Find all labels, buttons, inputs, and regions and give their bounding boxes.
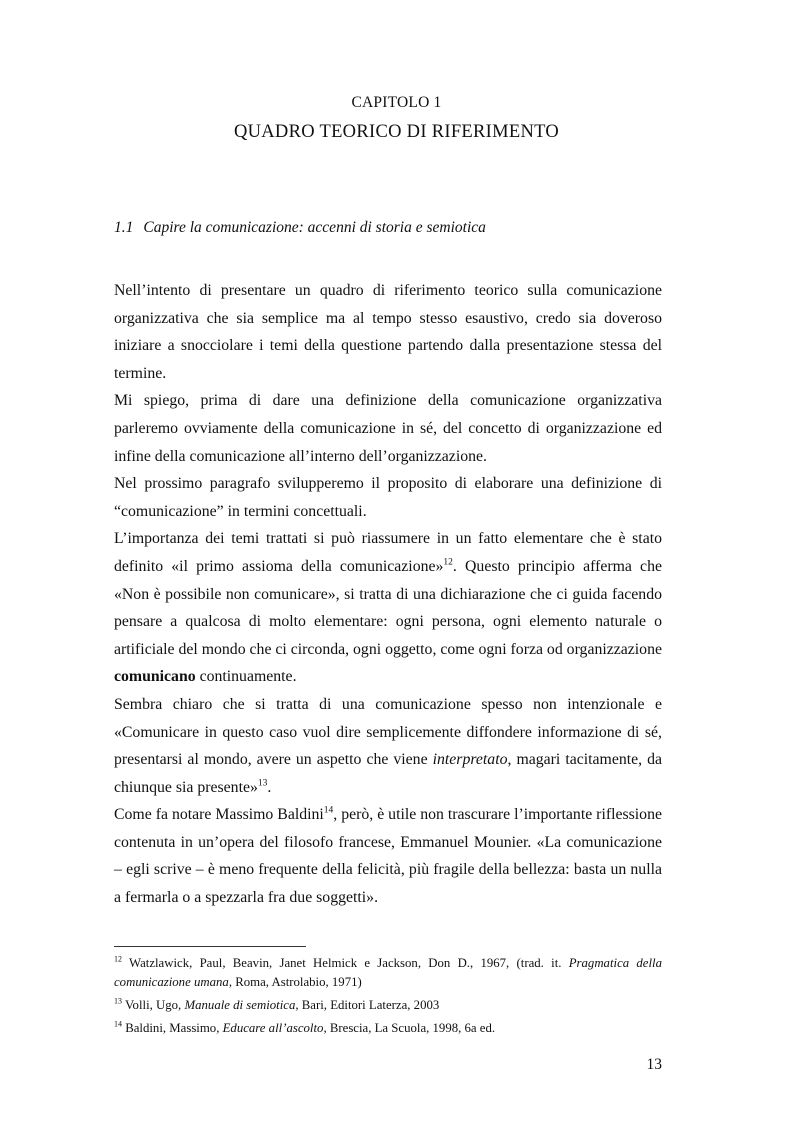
paragraph-3: Nel prossimo paragrafo svilupperemo il proposito di elaborare una definizione di “comunicazione” in termini concettuali. bbox=[114, 475, 662, 520]
page-number: 13 bbox=[646, 1056, 662, 1073]
footnote-text: , Bari, Editori Laterza, 2003 bbox=[295, 998, 440, 1012]
footnote-title: Manuale di semiotica bbox=[184, 998, 296, 1012]
chapter-label: CAPITOLO 1 bbox=[351, 94, 442, 111]
footnotes bbox=[114, 954, 662, 1042]
paragraph-4-text-b: . Questo principio afferma che «Non è possibile non comunicare», si tratta di una dichiarazione che ci guida facendo pensare a qualcosa di molto elementare: ogni persona, ogni elemento naturale o artificiale del mondo che ci circonda, ogni oggetto, come ogni forza od organizzazione bbox=[114, 557, 662, 658]
paragraph-1: Nell’intento di presentare un quadro di riferimento teorico sulla comunicazione organizzativa che sia semplice ma al tempo stesso esaustivo, credo sia doveroso iniziare a snocciolare i temi della questione partendo dalla presentazione stessa del termine. bbox=[114, 282, 662, 382]
paragraph-2: Mi spiego, prima di dare una definizione della comunicazione organizzativa parleremo ovviamente della comunicazione in sé, del concetto di organizzazione ed infine della comunicazione all’interno dell’organizzazione. bbox=[114, 392, 662, 465]
paragraph-6-text-a: Come fa notare Massimo Baldini bbox=[114, 806, 324, 824]
paragraph-5 bbox=[114, 691, 662, 801]
footnote-text: Watzlawick, Paul, Beavin, Janet Helmick e Jackson, Don D., 1967, (trad. it. bbox=[122, 956, 569, 970]
footnote-number: 12 bbox=[114, 954, 122, 964]
paragraph-4-text-a: L’importanza dei temi trattati si può riassumere in un fatto elementare che è stato definito «il primo assioma della comunicazione» bbox=[114, 530, 662, 575]
chapter-title: QUADRO TEORICO DI RIFERIMENTO bbox=[233, 122, 560, 142]
footnote-13 bbox=[114, 996, 662, 1015]
footnote-title: Pragmatica della comunicazione umana bbox=[114, 956, 662, 989]
section-title: Capire la comunicazione: accenni di storia e semiotica bbox=[143, 219, 486, 236]
italic-term: interpretato bbox=[432, 751, 508, 769]
footnote-text: Baldini, Massimo, bbox=[122, 1021, 223, 1035]
paragraph-5-text-a: Sembra chiaro che si tratta di una comunicazione spesso non intenzionale e «Comunicare in questo caso vuol dire semplicemente diffondere informazione di sé, presentarsi al mondo, avere un aspetto che viene bbox=[114, 695, 662, 769]
footnote-14 bbox=[114, 1019, 662, 1038]
section-number: 1.1 bbox=[114, 219, 134, 236]
footnote-title: Educare all’ascolto bbox=[222, 1021, 324, 1035]
footnote-12 bbox=[114, 954, 662, 992]
footnote-text: , Brescia, La Scuola, 1998, 6a ed. bbox=[323, 1021, 496, 1035]
footnote-ref-14[interactable]: 14 bbox=[323, 806, 334, 817]
paragraph-5-text-b: , magari tacitamente, da chiunque sia presente» bbox=[114, 751, 662, 796]
footnote-ref-13[interactable]: 13 bbox=[257, 778, 268, 789]
footnote-number: 14 bbox=[114, 1019, 122, 1029]
body-text bbox=[114, 277, 662, 912]
paragraph-4-text-c: continuamente. bbox=[195, 668, 297, 686]
footnote-number: 13 bbox=[114, 996, 122, 1006]
footnote-text: Volli, Ugo, bbox=[122, 998, 185, 1012]
footnote-separator bbox=[114, 946, 306, 947]
paragraph-4 bbox=[114, 525, 662, 691]
paragraph-6-text-b: , però, è utile non trascurare l’importante riflessione contenuta in un’opera del filosofo francese, Emmanuel Mounier. «La comunicazione – egli scrive – è meno frequente della felicità, più fragile della bellezza: basta un nulla a fermarla o a spezzarla fra due soggetti». bbox=[114, 806, 662, 907]
footnote-ref-12[interactable]: 12 bbox=[443, 557, 453, 568]
paragraph-6 bbox=[114, 801, 662, 911]
bold-term: comunicano bbox=[114, 668, 196, 686]
footnote-text: , Roma, Astrolabio, 1971) bbox=[228, 975, 362, 989]
paragraph-5-text-c: . bbox=[267, 778, 272, 796]
section-heading bbox=[114, 219, 486, 237]
